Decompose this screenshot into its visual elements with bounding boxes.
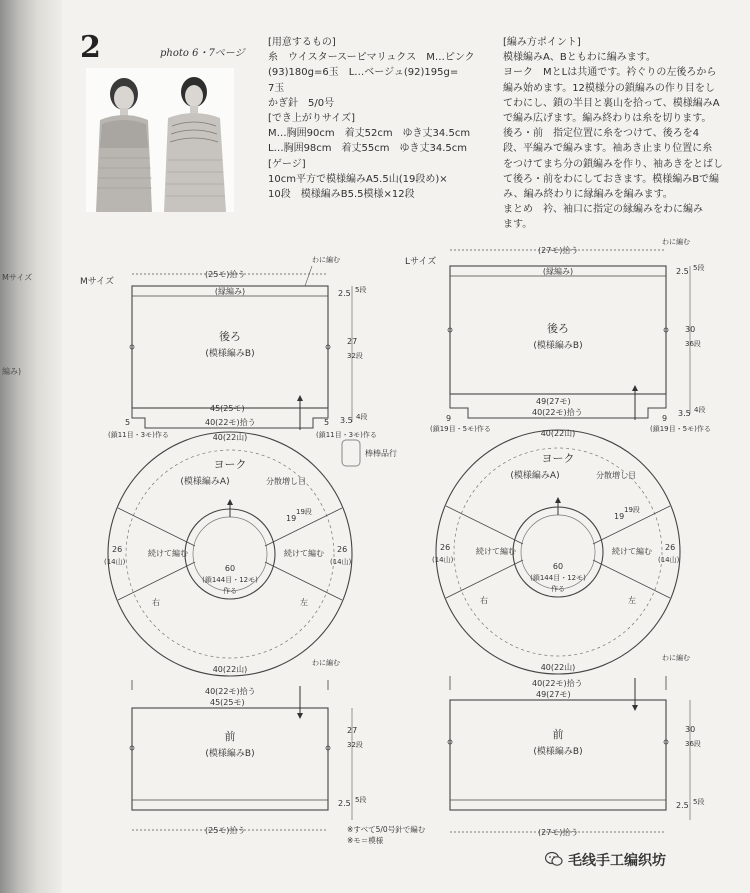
l-left-label: 左 [628, 596, 636, 605]
gutter-text-fragment: 編み) [2, 367, 22, 376]
l-rows-19: 19 [614, 512, 625, 521]
materials-line: 7玉 [268, 82, 285, 94]
m-side-14-right: (14山) [330, 558, 352, 566]
yoke-spoke [118, 508, 195, 546]
m-size-label: Mサイズ [80, 277, 115, 287]
m-side-5-left: 5 [125, 418, 131, 427]
m-front-dim-27: 27 [347, 726, 358, 735]
l-bottom-width: (27モ)拾う [538, 828, 579, 837]
finished-size-line: M…胸囲90cm 着丈52cm ゆき丈34.5cm [268, 128, 471, 140]
l-yoke-40-top: 40(22山) [540, 429, 576, 438]
l-side-9-right: 9 [662, 414, 668, 423]
points-heading: [編み方ポイント] [503, 37, 581, 48]
l-edge-label: (縁編み) [542, 267, 574, 276]
m-edge-label: (縁編み) [214, 287, 246, 296]
finished-size-heading: [でき上がりサイズ] [268, 113, 356, 125]
l-chain-note-right: (鎖19目・5モ)作る [650, 425, 711, 433]
materials-line: 糸 ウイスタースーピマリュクス M…ピンク [268, 52, 475, 64]
m-make: 作る [223, 587, 237, 595]
m-top-width: (25モ)拾う [205, 270, 246, 279]
points-line: をつけてまち分の鎖編みを作り、袖あきをとばし [503, 158, 723, 170]
l-dim-30: 30 [685, 325, 696, 334]
m-neck-60: 60 [224, 564, 236, 573]
leader-line [305, 266, 312, 286]
footnote: ※すべて5/0号針で編む [347, 825, 426, 834]
m-wani-label: わに編む [312, 256, 340, 264]
points-line: てわにし、鎖の半目と裏山を拾って、模様編みA [503, 97, 720, 109]
points-line: 模様編みA、Bともわに編みます。 [503, 52, 656, 64]
materials-line: かぎ針 5/0号 [268, 97, 335, 109]
l-top-width: (27モ)拾う [538, 246, 579, 255]
m-right-label: 右 [152, 598, 160, 607]
gauge-line: 10段 模様編みB5.5模様×12段 [268, 189, 415, 201]
m-yoke-title: ヨーク [213, 458, 247, 471]
watermark-stamp [342, 440, 397, 466]
l-size-label: Lサイズ [405, 257, 437, 267]
m-dim-27: 27 [347, 337, 358, 346]
l-dim-36: 36段 [685, 340, 701, 348]
l-increase: 分散増し目 [596, 471, 636, 480]
l-dim-2-5: 2.5 [676, 267, 689, 276]
m-bottom-width: (25モ)拾う [205, 826, 246, 835]
m-yoke-40-top: 40(22山) [212, 433, 248, 442]
m-left-label: 左 [300, 598, 308, 607]
m-chain-note-left: (鎖11目・3モ)作る [108, 431, 169, 439]
m-side-14-left: (14山) [104, 558, 126, 566]
finished-size-line: L…胸囲98cm 着丈55cm ゆき丈34.5cm [268, 143, 468, 155]
m-neck-ring [185, 509, 275, 599]
points-line: 編み始めます。12模様分の鎖編みの作り目をし [503, 82, 715, 94]
l-front-dim-36: 36段 [685, 740, 701, 748]
m-pick-40: 40(22モ)拾う [205, 418, 256, 427]
l-front-title: 前 [552, 728, 564, 741]
m-dim-4: 4段 [356, 413, 368, 421]
m-dim-5: 5段 [355, 286, 367, 294]
m-increase: 分散増し目 [266, 477, 306, 486]
l-yoke-pattern: (模様編みA) [510, 471, 560, 481]
points-line: 段、平編みで編みます。袖あき止まり位置に糸 [503, 143, 713, 155]
gauge-heading: [ゲージ] [268, 158, 306, 170]
m-size-diagram [80, 255, 377, 835]
points-line: 後ろ・前 指定位置に糸をつけて、後ろを4 [503, 128, 700, 140]
yoke-spoke [593, 560, 670, 598]
l-size-diagram [405, 237, 711, 837]
points-line: ヨーク MとLは共通です。衿ぐりの左後ろから [503, 67, 717, 79]
l-dim-4: 4段 [694, 406, 706, 414]
yoke-spoke [118, 562, 195, 600]
m-wani-bottom: わに編む [312, 659, 340, 667]
points-line: ます。 [503, 219, 533, 231]
m-back-panel [132, 286, 328, 408]
photo-reference: photo 6・7ページ [160, 48, 245, 59]
l-side-26-left: 26 [440, 543, 451, 552]
l-neck-chain: (鎖144目・12モ) [530, 574, 586, 582]
points-line: み、編み終わりに縁編みを編みます。 [503, 189, 673, 201]
l-back-pattern: (模様編みB) [533, 341, 583, 351]
l-chain-note-left: (鎖19目・5モ)作る [430, 425, 491, 433]
l-wani-label: わに編む [662, 238, 690, 246]
gutter-text-fragment: Mサイズ [2, 273, 33, 282]
points-line: まとめ 衿、袖口に指定の縁編みをわに編み [503, 204, 703, 216]
yoke-spoke [446, 506, 523, 544]
l-front-dim-30: 30 [685, 725, 696, 734]
gauge-line: 10cm平方で模様編みA5.5山(19段め)× [268, 173, 448, 185]
m-width-45: 45(25モ) [210, 404, 245, 413]
m-yoke-40-bottom: 40(22山) [212, 665, 248, 674]
l-front-pattern: (模様編みB) [533, 747, 583, 757]
footnotes [347, 824, 425, 846]
m-front-title: 前 [224, 730, 236, 743]
m-front-dim-32: 32段 [347, 741, 363, 749]
materials-line: (93)180g=6玉 L…ベージュ(92)195g= [268, 67, 459, 79]
footnote: ※モ＝模様 [347, 836, 384, 845]
l-front-dim-5: 5段 [693, 798, 705, 806]
materials-heading: [用意するもの] [268, 37, 336, 48]
l-side-14-right: (14山) [658, 556, 680, 564]
m-back-title: 後ろ [219, 330, 241, 343]
m-width-45b: 45(25モ) [210, 698, 245, 707]
points-line: て後ろ・前をわにしておきます。模様編みBで編 [503, 173, 720, 185]
m-side-26-left: 26 [112, 545, 123, 554]
m-neck-chain: (鎖144目・12モ) [202, 576, 258, 584]
wechat-icon [545, 851, 563, 867]
l-continue-right: 続けて編む [612, 547, 652, 556]
m-continue-right: 続けて編む [284, 549, 324, 558]
l-side-14-left: (14山) [432, 556, 454, 564]
yoke-spoke [446, 560, 523, 598]
m-rows-19: 19 [286, 514, 297, 523]
m-continue-left: 続けて編む [148, 549, 188, 558]
m-front-dim-2-5: 2.5 [338, 799, 351, 808]
l-width-49: 49(27モ) [536, 397, 571, 406]
m-front-panel [132, 708, 328, 810]
m-front-pattern: (模様編みB) [205, 749, 255, 759]
l-rows-19b: 19段 [624, 506, 640, 514]
l-dim-3-5: 3.5 [678, 409, 691, 418]
m-rows-19b: 19段 [296, 508, 312, 516]
l-pick-40: 40(22モ)拾う [532, 408, 583, 417]
watermark-text: 毛线手工编织坊 [568, 853, 666, 869]
l-neck-60: 60 [552, 562, 564, 571]
l-side-26-right: 26 [665, 543, 676, 552]
l-dim-5: 5段 [693, 264, 705, 272]
l-side-9-left: 9 [446, 414, 452, 423]
l-front-dim-2-5: 2.5 [676, 801, 689, 810]
m-front-dim-5: 5段 [355, 796, 367, 804]
l-wani-bottom: わに編む [662, 654, 690, 662]
m-pick-40b: 40(22モ)拾う [205, 687, 256, 696]
points-line: で編み広げます。編み終わりは糸を切ります。 [503, 113, 712, 125]
m-dim-3-5: 3.5 [340, 416, 353, 425]
m-back-pattern: (模様編みB) [205, 349, 255, 359]
l-back-title: 後ろ [547, 322, 569, 335]
m-side-5-right: 5 [324, 418, 330, 427]
yoke-spoke [265, 562, 342, 600]
l-width-49b: 49(27モ) [536, 690, 571, 699]
m-chain-note-right: (鎖11目・3モ)作る [316, 431, 377, 439]
l-continue-left: 続けて編む [476, 547, 516, 556]
m-yoke-pattern: (模様編みA) [180, 477, 230, 487]
m-dim-32: 32段 [347, 352, 363, 360]
l-right-label: 右 [480, 596, 488, 605]
m-dim-2-5: 2.5 [338, 289, 351, 298]
l-pick-40b: 40(22モ)拾う [532, 679, 583, 688]
pattern-number: 2 [80, 30, 101, 65]
l-yoke-title: ヨーク [541, 452, 575, 465]
stamp-text: 棒棒品行 [365, 449, 397, 458]
l-yoke-40-bottom: 40(22山) [540, 663, 576, 672]
l-neck-ring [513, 507, 603, 597]
l-make: 作る [551, 585, 565, 593]
m-side-26-right: 26 [337, 545, 348, 554]
